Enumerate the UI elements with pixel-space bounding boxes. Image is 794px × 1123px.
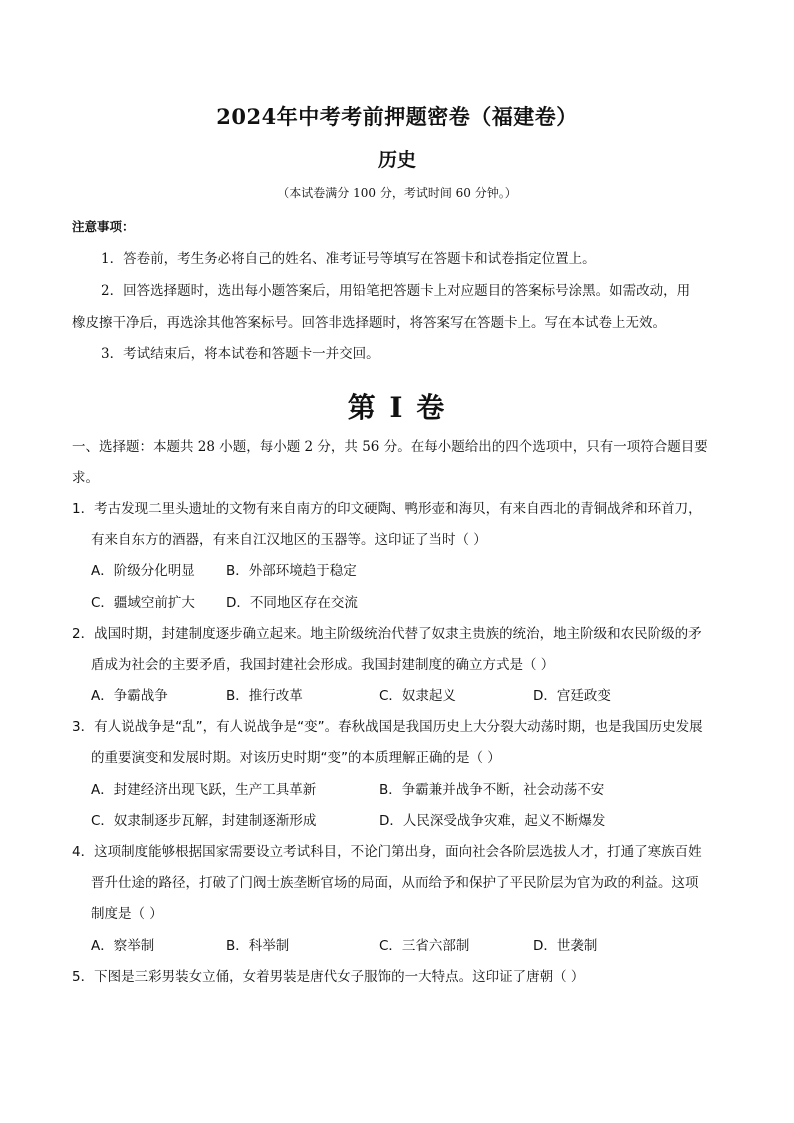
question-4-option-a: A．察举制 [91,938,155,954]
notice-item-2-cont: 橡皮擦干净后，再选涂其他答案标号。回答非选择题时，将答案写在答题卡上。写在本试卷上无效。 [72,315,666,331]
notice-item-2: 2．回答选择题时，选出每小题答案后，用铅笔把答题卡上对应题目的答案标号涂黑。如需改动，用 [101,283,691,299]
question-2-option-a: A．争霸战争 [91,688,168,704]
score-time-note: （本试卷满分 100 分，考试时间 60 分钟。） [277,186,517,200]
question-4-stem: 4．这项制度能够根据国家需要设立考试科目，不论门第出身，面向社会各阶层选拔人才，打通了寒族百姓 [72,844,702,860]
question-3-option-a: A．封建经济出现飞跃，生产工具革新 [91,782,317,798]
question-2-option-c: C．奴隶起义 [379,688,456,704]
question-4-stem-cont-1: 晋升仕途的路径，打破了门阀士族垄断官场的局面，从而给予和保护了平民阶层为官为政的利益。这项 [91,875,699,891]
page-title: 2024年中考考前押题密卷（福建卷） [216,104,578,129]
question-2-option-d: D．宫廷政变 [533,688,611,704]
question-5-stem: 5．下图是三彩男装女立俑，女着男装是唐代女子服饰的一大特点。这印证了唐朝（ ） [72,969,585,985]
question-3-stem: 3．有人说战争是“乱”，有人说战争是“变”。春秋战国是我国历史上大分裂大动荡时期，也是我国历史发展 [72,719,703,735]
subject-heading: 历史 [377,149,416,171]
section-title: 第 I 卷 [347,391,447,424]
question-2-stem-cont: 盾成为社会的主要矛盾，我国封建社会形成。我国封建制度的确立方式是（ ） [91,657,555,673]
question-1-option-c: C．疆域空前扩大 [91,595,195,611]
section-intro: 一、选择题：本题共 28 小题，每小题 2 分，共 56 分。在每小题给出的四个选项中，只有一项符合题目要 [72,439,708,455]
question-3-stem-cont: 的重要演变和发展时期。对该历史时期“变”的本质理解正确的是（ ） [91,750,501,766]
question-4-option-d: D．世袭制 [533,938,598,954]
question-3-option-c: C．奴隶制逐步瓦解，封建制逐渐形成 [91,813,317,829]
question-4-option-c: C．三省六部制 [379,938,470,954]
question-1-stem-cont: 有来自东方的酒器，有来自江汉地区的玉器等。这印证了当时（ ） [91,532,487,548]
question-4-option-b: B．科举制 [226,938,290,954]
question-2-stem: 2．战国时期，封建制度逐步确立起来。地主阶级统治代替了奴隶主贵族的统治，地主阶级和农民阶级的矛 [72,626,702,642]
question-3-option-d: D．人民深受战争灾难，起义不断爆发 [379,813,606,829]
notice-item-3: 3．考试结束后，将本试卷和答题卡一并交回。 [101,346,380,362]
question-1-stem: 1．考古发现二里头遗址的文物有来自南方的印文硬陶、鸭形壶和海贝，有来自西北的青铜战斧和环首刀， [72,501,702,517]
question-4-stem-cont-2: 制度是（ ） [91,906,163,922]
question-1-option-a: A．阶级分化明显 [91,563,195,579]
question-1-option-d: D．不同地区存在交流 [226,595,358,611]
question-3-option-b: B．争霸兼并战争不断，社会动荡不安 [379,782,605,798]
notice-item-1: 1．答卷前，考生务必将自己的姓名、准考证号等填写在答题卡和试卷指定位置上。 [101,251,596,267]
notice-heading: 注意事项： [72,219,135,234]
question-2-option-b: B．推行改革 [226,688,303,704]
section-intro-cont: 求。 [72,470,99,486]
question-1-option-b: B．外部环境趋于稳定 [226,563,357,579]
